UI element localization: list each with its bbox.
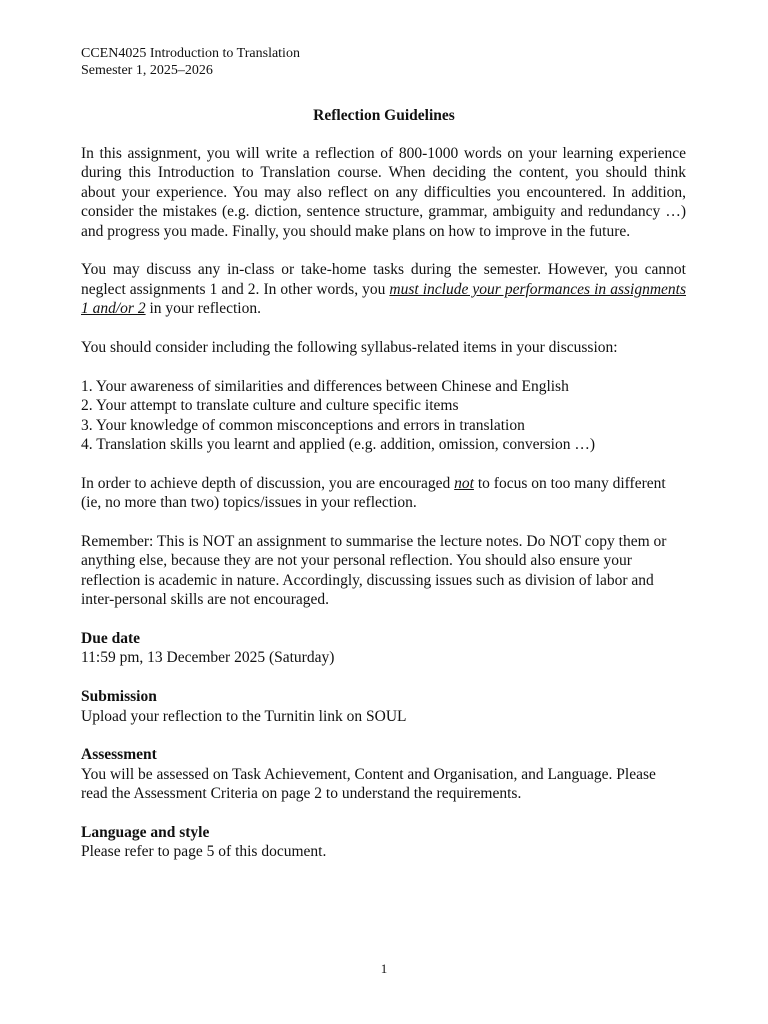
intro-paragraph: In this assignment, you will write a reflection of 800-1000 words on your learning experience during this Introduction to Translation course. When deciding the content, you should think about your experience. You may also reflect on any difficulties you encountered. In addition, consider the mistakes (e.g. diction, sentence structure, grammar, ambiguity and redundancy …) and progress you made. Finally, you should make plans on how to improve in the future.	[81, 145, 686, 240]
page-title: Reflection Guidelines	[313, 107, 455, 124]
list-item: 3. Your knowledge of common misconceptions and errors in translation	[81, 416, 525, 434]
assessment-heading: Assessment	[81, 746, 157, 764]
submission-section	[81, 687, 686, 726]
page-number: 1	[380, 961, 388, 976]
tasks-text-after: in your reflection.	[145, 300, 261, 318]
tasks-paragraph	[81, 260, 686, 318]
remember-paragraph: Remember: This is NOT an assignment to summarise the lecture notes. Do NOT copy them or anything else, because they are not your personal reflection. You should also ensure your reflection is academic in nature. Accordingly, discussing issues such as division of labor and inter-personal skills are not encouraged.	[81, 533, 667, 609]
list-item: 2. Your attempt to translate culture and culture specific items	[81, 397, 459, 415]
language-text: Please refer to page 5 of this document.	[81, 843, 327, 861]
assessment-section	[81, 745, 686, 803]
semester-label: Semester 1, 2025–2026	[81, 63, 213, 78]
due-date-heading: Due date	[81, 630, 140, 648]
due-date-text: 11:59 pm, 13 December 2025 (Saturday)	[81, 649, 335, 667]
submission-text: Upload your reflection to the Turnitin link on SOUL	[81, 707, 407, 725]
assessment-text: You will be assessed on Task Achievement, Content and Organisation, and Language. Please read the Assessment Criteria on page 2 to understand the requirements.	[81, 765, 656, 803]
depth-text-after: to focus on too many different (ie, no more than two) topics/issues in your reflection.	[81, 474, 666, 512]
tasks-emphasis: must include your performances in assignments 1 and/or 2	[81, 280, 686, 318]
course-title: CCEN4025 Introduction to Translation	[81, 46, 300, 61]
tasks-text-before: You may discuss any in-class or take-home tasks during the semester. However, you cannot neglect assignments 1 and 2. In other words, you	[81, 261, 686, 298]
document-header	[81, 45, 300, 79]
language-section	[81, 823, 686, 862]
list-item: 1. Your awareness of similarities and differences between Chinese and English	[81, 377, 569, 395]
list-item: 4. Translation skills you learnt and applied (e.g. addition, omission, conversion …)	[81, 436, 596, 454]
depth-text-before: In order to achieve depth of discussion, you are encouraged	[81, 474, 455, 492]
syllabus-list	[81, 377, 686, 455]
syllabus-paragraph: You should consider including the following syllabus-related items in your discussion:	[81, 339, 618, 357]
submission-heading: Submission	[81, 688, 157, 706]
depth-emphasis: not	[454, 474, 474, 492]
document-body	[81, 144, 686, 881]
due-date-section	[81, 629, 686, 668]
language-heading: Language and style	[81, 824, 210, 842]
depth-paragraph	[81, 474, 686, 513]
